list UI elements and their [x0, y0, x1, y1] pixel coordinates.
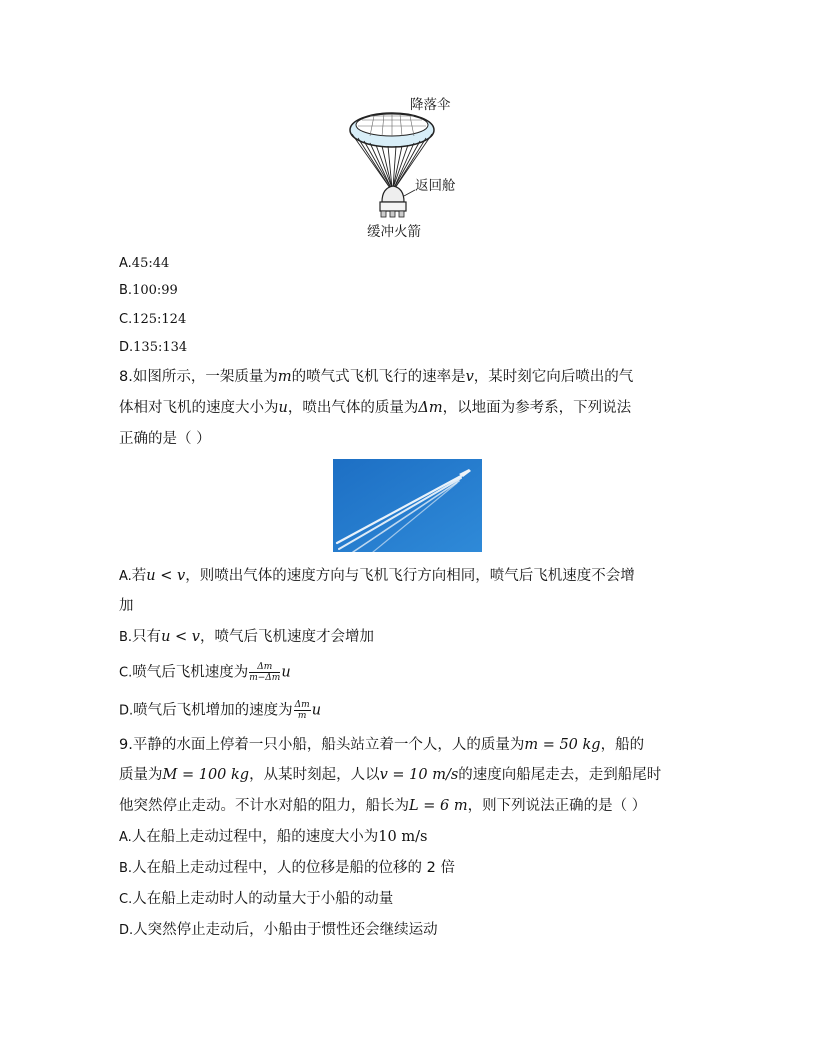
option-text: 人在船上走动时人的动量大于小船的动量	[132, 891, 394, 907]
q7-option-d	[119, 338, 187, 358]
fraction-denominator: m−Δm	[249, 673, 281, 683]
option-text: 喷气后飞机增加的速度为	[133, 702, 293, 719]
stem-text: ，船的	[600, 737, 645, 753]
option-letter: B.	[119, 630, 133, 645]
capsule-label: 返回舱	[415, 178, 456, 194]
q8-option-a	[119, 566, 635, 587]
option-text: 若	[131, 568, 147, 584]
question-number: 9.	[119, 737, 133, 753]
option-text: 只有	[132, 629, 162, 645]
q9-option-d	[119, 920, 438, 941]
q9-stem-line3	[119, 796, 646, 816]
math-expression: u < v	[161, 629, 200, 645]
math-expression: m = 50 kg	[524, 737, 601, 753]
stem-text: ，则下列说法正确的是（ ）	[467, 798, 647, 814]
stem-text: ，从某时刻起，人以	[249, 767, 380, 783]
question-number: 8.	[119, 369, 133, 385]
math-symbol: m	[277, 369, 292, 385]
option-letter: A.	[119, 569, 132, 584]
math-expression: M = 100 kg	[162, 767, 250, 783]
stem-text: 的喷气式飞机飞行的速率是	[291, 369, 466, 385]
q7-option-c	[119, 310, 186, 330]
option-text: ，喷气后飞机速度才会增加	[199, 629, 374, 645]
fraction-denominator: m	[297, 711, 307, 721]
capsule-icon	[380, 186, 415, 217]
fraction-numerator: Δm	[249, 662, 280, 673]
option-text: 加	[119, 598, 134, 614]
option-letter: C.	[119, 892, 133, 907]
fraction	[249, 662, 280, 683]
q8-option-d	[119, 700, 321, 722]
option-letter: D.	[119, 703, 134, 719]
q7-option-a	[119, 254, 169, 274]
option-letter: B.	[119, 283, 133, 298]
option-text: 人在船上走动过程中，船的速度大小为	[131, 829, 379, 845]
math-symbol: u	[278, 400, 288, 416]
fraction-numerator: Δm	[294, 700, 310, 710]
q9-stem-line2	[119, 765, 661, 785]
q8-stem-line2	[119, 398, 631, 418]
option-letter: D.	[119, 923, 134, 938]
math-symbol: u	[311, 702, 322, 719]
option-letter: C.	[119, 665, 133, 681]
math-symbol: v	[465, 369, 474, 385]
option-text: 100:99	[132, 283, 178, 298]
option-text: 喷气后飞机速度为	[132, 664, 249, 681]
option-letter: D.	[119, 340, 134, 355]
stem-text: ，喷出气体的质量为	[287, 400, 419, 416]
parachute-icon	[350, 113, 434, 188]
stem-text: 如图所示，一架质量为	[132, 369, 278, 385]
q8-option-b	[119, 627, 374, 648]
math-expression: L = 6 m	[409, 798, 468, 814]
rocket-label: 缓冲火箭	[367, 224, 421, 240]
q9-option-a	[119, 827, 427, 848]
stem-text: 体相对飞机的速度大小为	[119, 400, 279, 416]
math-expression: 10 m/s	[378, 829, 428, 845]
stem-text: 的速度向船尾走去，走到船尾时	[458, 767, 662, 783]
option-text: 45:44	[131, 256, 170, 271]
math-symbol: Δm	[418, 400, 443, 416]
airplane-contrail-image	[333, 459, 482, 552]
stem-text: ，某时刻它向后喷出的气	[473, 369, 634, 385]
stem-text: 质量为	[119, 767, 163, 783]
q9-stem-line1	[119, 735, 644, 755]
stem-text: 平静的水面上停着一只小船，船头站立着一个人，人的质量为	[132, 737, 525, 753]
option-letter: C.	[119, 312, 133, 327]
option-text: 人在船上走动过程中，人的位移是船的位移的 2 倍	[132, 860, 456, 876]
math-expression: u < v	[146, 568, 186, 584]
q8-stem-line3	[119, 429, 211, 449]
stem-text: ，以地面为参考系，下列说法	[442, 400, 632, 416]
stem-text: 他突然停止走动。不计水对船的阻力，船长为	[119, 798, 409, 814]
q8-option-c	[119, 662, 291, 684]
q8-option-a-cont	[119, 596, 134, 616]
q9-option-b	[119, 858, 455, 879]
option-text: 人突然停止走动后，小船由于惯性还会继续运动	[133, 922, 438, 938]
stem-text: 正确的是（ ）	[119, 431, 211, 447]
q9-option-c	[119, 889, 393, 910]
q7-option-b	[119, 281, 178, 301]
math-symbol: u	[281, 664, 291, 681]
option-letter: A.	[119, 256, 132, 271]
fraction	[294, 700, 311, 721]
option-letter: A.	[119, 830, 132, 845]
option-text: 125:124	[132, 312, 187, 327]
q8-stem-line1	[119, 367, 633, 387]
option-letter: B.	[119, 861, 133, 876]
option-text: 135:134	[133, 340, 188, 355]
math-expression: v = 10 m/s	[379, 767, 459, 783]
option-text: ，则喷出气体的速度方向与飞机飞行方向相同，喷气后飞机速度不会增	[185, 568, 635, 584]
parachute-figure	[340, 92, 480, 240]
parachute-label: 降落伞	[410, 97, 451, 113]
